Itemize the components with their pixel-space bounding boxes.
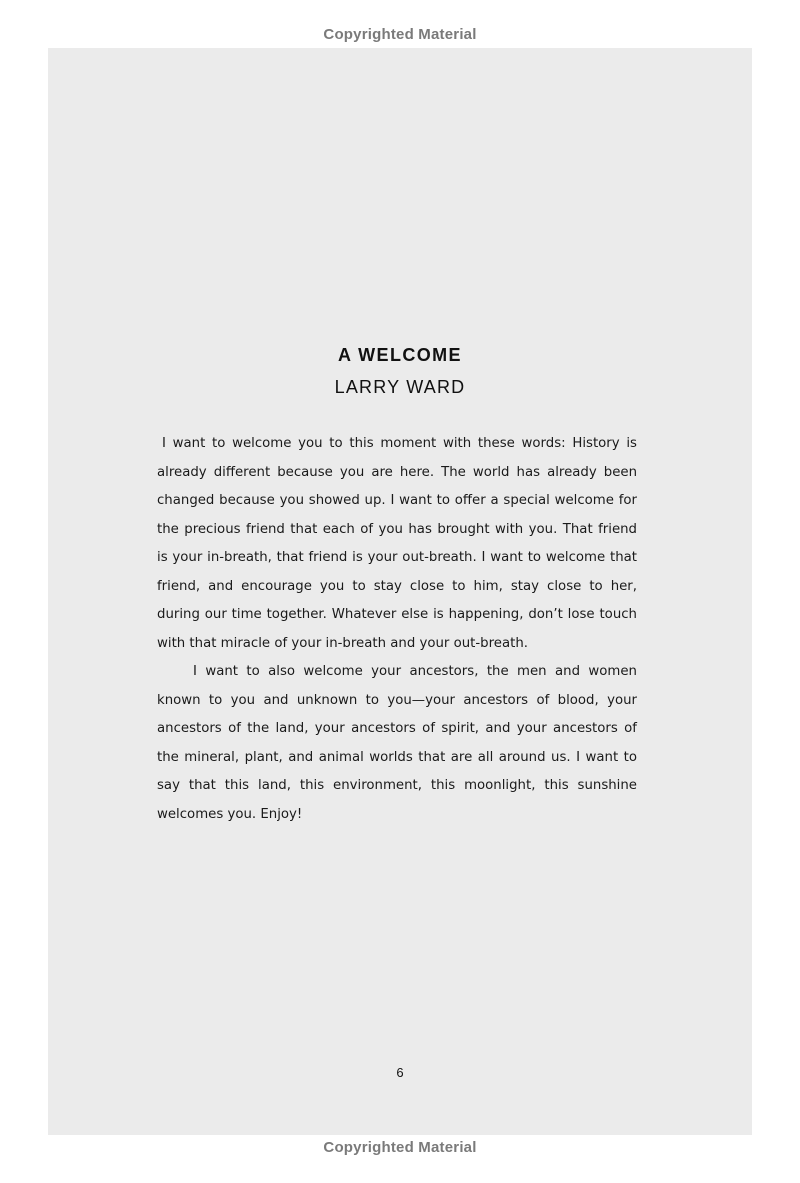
chapter-title: A WELCOME xyxy=(338,345,462,365)
copyright-watermark-top: Copyrighted Material xyxy=(323,26,477,43)
paragraph: I want to also welcome your ancestors, the men and women known to you and unknown to you—your ancestors of blood, your ancestors of the land, your ancestors of spirit, and your ancestors of the mineral, plant, and animal worlds that are all around us. I want to say that this land, this environment, this moonlight, this sunshine welcomes you. Enjoy! xyxy=(157,664,637,822)
paragraph: I want to welcome you to this moment with these words: History is already different because you are here. The world has already been changed because you showed up. I want to offer a special welcome for the precious friend that each of you has brought with you. That friend is your in-breath, that friend is your out-breath. I want to welcome that friend, and encourage you to stay close to him, stay close to her, during our time together. Whatever else is happening, don’t lose touch with that miracle of your in-breath and your out-breath. xyxy=(157,436,637,651)
chapter-author: LARRY WARD xyxy=(334,377,466,397)
book-page xyxy=(48,48,752,1135)
page-number: 6 xyxy=(396,1065,404,1080)
body-text xyxy=(157,430,637,829)
copyright-watermark-bottom: Copyrighted Material xyxy=(323,1139,477,1156)
